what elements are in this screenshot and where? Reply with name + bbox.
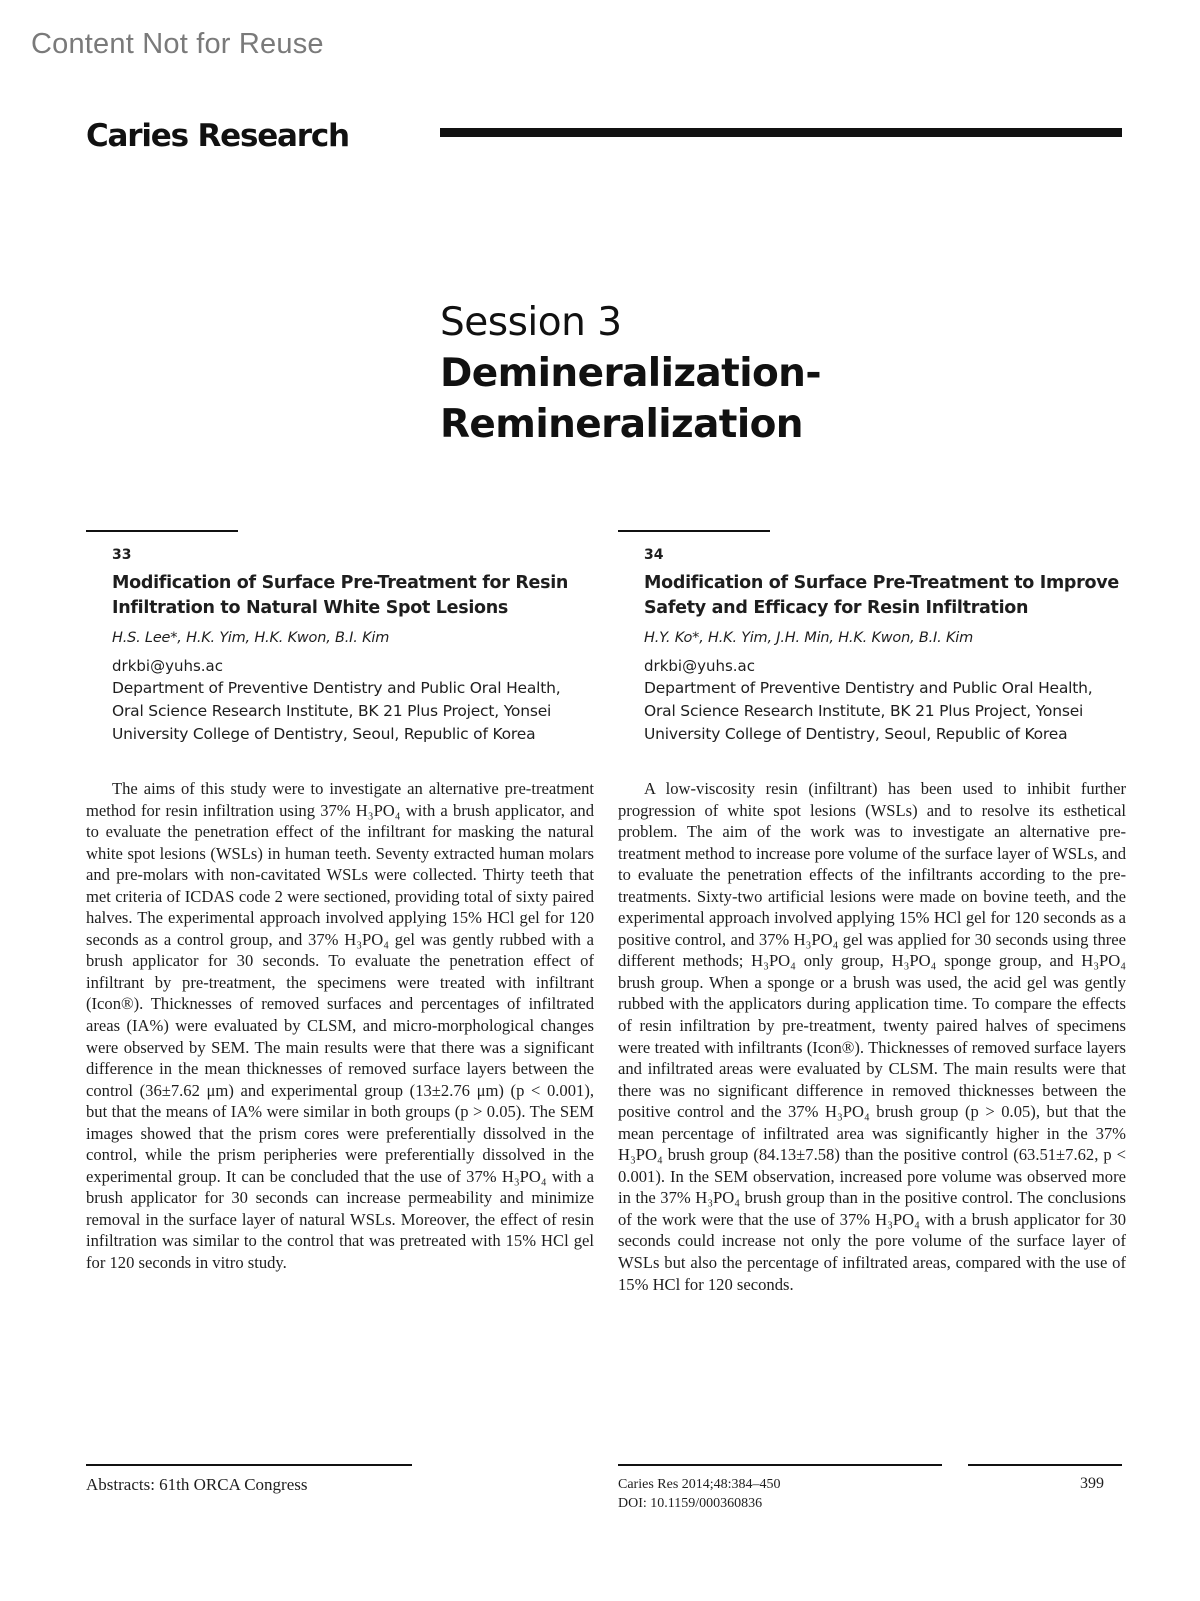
abstract-rule — [618, 530, 770, 532]
abstract-34-body: A low-viscosity resin (infiltrant) has been used to inhibit further progression of white spot lesions (WSLs) and to resolve its esthetical problem. The aim of the work was to investigate an alternative pre-treatment method to increase pore volume of the surface layer of WSLs, and to evaluate the penetration effects of the infiltrants according to the pre-treatments. Sixty-two artificial lesions were made on bovine teeth, and the experimental approach involved applying 15% HCl gel for 120 seconds as a positive control, and 37% H₃PO₄ gel was applied for 30 seconds using three different methods; H₃PO₄ only group, H₃PO₄ sponge group, and H₃PO₄ brush group. When a sponge or a brush was used, the acid gel was gently rubbed with the applicators during application time. To compare the effects of resin infiltration by pre-treatment, twenty paired halves of specimens were treated with infiltrants (Icon®). Thicknesses of removed surface layers and infiltrated areas were evaluated by CLSM. The main results were that there was no significant difference in removed thicknesses between the positive control and the 37% H₃PO₄ brush group (p > 0.05), but that the mean percentage of infiltrated area was significantly higher in the 37% H₃PO₄ brush group (84.13±7.58) than the positive control (63.51±7.62, p < 0.001). In the SEM observation, increased pore volume was observed more in the 37% H₃PO₄ brush group than in the positive control. The conclusions of the work were that the use of 37% H₃PO₄ with a brush applicator for 30 seconds could increase not only the pore volume of the surface layer of WSLs but also the percentage of infiltrated areas, compared with the use of 15% HCl for 120 seconds. — [618, 779, 1126, 1294]
abstract-number: 34 — [644, 547, 664, 563]
journal-title: Caries Research — [86, 118, 349, 154]
abstract-34-header — [618, 530, 1126, 746]
footer-rule-right — [968, 1464, 1122, 1466]
abstract-affiliation: Department of Preventive Dentistry and Public Oral Health, Oral Science Research Institute, BK 21 Plus Project, Yonsei University College of Dentistry, Seoul, Republic of Korea — [112, 679, 561, 743]
session-heading — [440, 298, 1140, 450]
footer-doi: DOI: 10.1159/000360836 — [618, 1496, 763, 1511]
abstract-email: drkbi@yuhs.ac — [644, 657, 755, 675]
abstract-33-body: The aims of this study were to investigate an alternative pre-treatment method for resin infiltration using 37% H₃PO₄ with a brush applicator, and to evaluate the penetration effect of the infiltrant for masking the natural white spot lesions (WSLs) in human teeth. Seventy extracted human molars and pre-molars with non-cavitated WSLs were collected. Thirty teeth that met criteria of ICDAS code 2 were sectioned, providing total of sixty paired halves. The experimental approach involved applying 15% HCl gel for 120 seconds as a control group, and 37% H₃PO₄ gel was gently rubbed with a brush applicator for 30 seconds. To evaluate the penetration effect of infiltrant by pre-treatment, the specimens were treated with infiltrant (Icon®). Thicknesses of removed surfaces and percentages of infiltrated areas (IA%) were evaluated by CLSM, and micro-morphological changes were observed by SEM. The main results were that there was a significant difference in the mean thicknesses of removed surface layers between the control (36±7.62 μm) and experimental group (13±2.76 μm) (p < 0.001), but that the means of IA% were similar in both groups (p > 0.05). The SEM images showed that the prism cores were preferentially dissolved in the control, while the prism peripheries were preferentially dissolved in the experimental group. It can be concluded that the use of 37% H₃PO₄ with a brush applicator for 30 seconds can increase permeability and minimize removal in the surface layer of natural WSLs. Moreover, the effect of resin infiltration was similar to the control that was pretreated with 15% HCl gel for 120 seconds in vitro study. — [86, 779, 594, 1273]
abstract-title: Modification of Surface Pre-Treatment for Resin Infiltration to Natural White Spot Lesions — [112, 573, 569, 618]
footer-rule-center — [618, 1464, 942, 1466]
abstract-authors: H.Y. Ko*, H.K. Yim, J.H. Min, H.K. Kwon, B.I. Kim — [644, 630, 974, 646]
session-number: Session 3 — [440, 300, 622, 345]
abstract-authors: H.S. Lee*, H.K. Yim, H.K. Kwon, B.I. Kim — [112, 630, 390, 646]
footer-citation-block — [618, 1475, 781, 1513]
abstract-number: 33 — [112, 547, 132, 563]
footer-rule-left — [86, 1464, 412, 1466]
abstract-rule — [86, 530, 238, 532]
page-number: 399 — [1080, 1475, 1104, 1492]
footer-congress: Abstracts: 61th ORCA Congress — [86, 1475, 308, 1494]
footer-citation: Caries Res 2014;48:384–450 — [618, 1477, 781, 1492]
abstract-affiliation: Department of Preventive Dentistry and Public Oral Health, Oral Science Research Institute, BK 21 Plus Project, Yonsei University College of Dentistry, Seoul, Republic of Korea — [644, 679, 1093, 743]
watermark: Content Not for Reuse — [31, 28, 324, 60]
abstract-title: Modification of Surface Pre-Treatment to Improve Safety and Efficacy for Resin Infiltration — [644, 573, 1119, 618]
header-rule — [440, 128, 1122, 137]
abstract-email: drkbi@yuhs.ac — [112, 657, 223, 675]
session-title: Demineralization-Remineralization — [440, 351, 821, 447]
abstract-33-header — [86, 530, 594, 746]
